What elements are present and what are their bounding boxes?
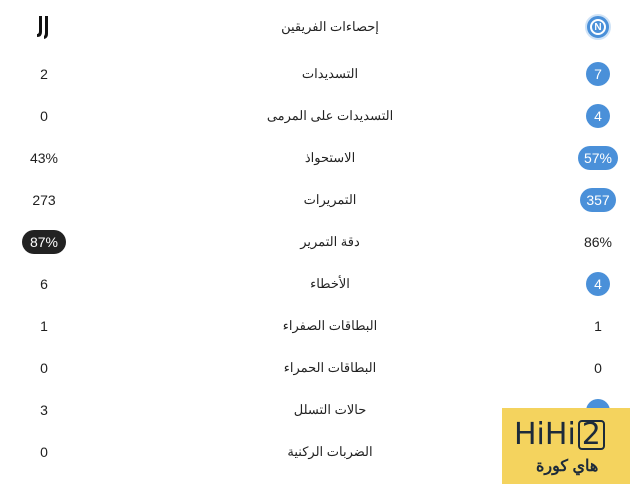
home-value: 4 bbox=[586, 104, 610, 128]
home-value: 57% bbox=[578, 146, 618, 170]
away-value: 6 bbox=[40, 276, 48, 292]
home-value-cell bbox=[544, 305, 640, 347]
napoli-crest-icon: N bbox=[585, 14, 611, 40]
home-value: 7 bbox=[586, 62, 610, 86]
home-value-cell bbox=[544, 263, 640, 305]
stat-label: التمريرات bbox=[303, 192, 357, 207]
away-value-cell bbox=[0, 431, 88, 473]
away-value: 0 bbox=[40, 360, 48, 376]
home-value: 4 bbox=[586, 272, 610, 296]
away-value-cell bbox=[0, 305, 88, 347]
stat-label: التسديدات bbox=[301, 66, 359, 81]
stat-row bbox=[0, 305, 640, 347]
watermark-number: 2 bbox=[578, 420, 605, 450]
away-team-cell bbox=[0, 6, 88, 48]
stat-label: البطاقات الصفراء bbox=[282, 318, 378, 333]
stats-header-row bbox=[0, 6, 640, 48]
stat-row bbox=[0, 347, 640, 389]
stat-label: حالات التسلل bbox=[293, 402, 367, 417]
watermark-logo bbox=[502, 408, 630, 484]
away-value: 3 bbox=[40, 402, 48, 418]
away-value-cell bbox=[0, 95, 88, 137]
away-value-cell bbox=[0, 53, 88, 95]
stat-label: البطاقات الحمراء bbox=[283, 360, 377, 375]
away-value: 1 bbox=[40, 318, 48, 334]
stat-row bbox=[0, 137, 640, 179]
watermark-arabic: هاي كورة bbox=[536, 458, 599, 475]
stat-label: التسديدات على المرمى bbox=[266, 108, 394, 123]
away-value: 273 bbox=[32, 192, 56, 208]
away-value: 43% bbox=[29, 150, 59, 166]
watermark-text: HiHi bbox=[514, 417, 576, 452]
away-value: 0 bbox=[40, 108, 48, 124]
away-value: 87% bbox=[22, 230, 66, 254]
home-value: 357 bbox=[580, 188, 615, 212]
away-value-cell bbox=[0, 389, 88, 431]
away-value-cell bbox=[0, 221, 88, 263]
home-value: 86% bbox=[583, 234, 613, 250]
home-value-cell bbox=[544, 137, 640, 179]
home-value-cell bbox=[544, 53, 640, 95]
stat-row bbox=[0, 263, 640, 305]
stat-row bbox=[0, 179, 640, 221]
away-value-cell bbox=[0, 137, 88, 179]
stat-label: دقة التمرير bbox=[300, 234, 360, 249]
away-value: 2 bbox=[40, 66, 48, 82]
stat-label: الاستحواذ bbox=[304, 150, 356, 165]
stat-label: الضربات الركنية bbox=[287, 444, 373, 459]
stat-label: الأخطاء bbox=[310, 276, 350, 291]
stat-row bbox=[0, 95, 640, 137]
home-value-cell bbox=[544, 179, 640, 221]
home-value-cell bbox=[544, 347, 640, 389]
juventus-logo-icon bbox=[33, 14, 55, 40]
away-value-cell bbox=[0, 263, 88, 305]
stat-row bbox=[0, 53, 640, 95]
home-team-cell bbox=[544, 6, 640, 48]
home-value: 1 bbox=[594, 318, 602, 334]
away-value: 0 bbox=[40, 444, 48, 460]
stats-title: إحصاءات الفريقين bbox=[281, 19, 379, 34]
home-value-cell bbox=[544, 95, 640, 137]
away-value-cell bbox=[0, 347, 88, 389]
home-value-cell bbox=[544, 221, 640, 263]
home-value: 0 bbox=[594, 360, 602, 376]
stat-row bbox=[0, 221, 640, 263]
away-value-cell bbox=[0, 179, 88, 221]
